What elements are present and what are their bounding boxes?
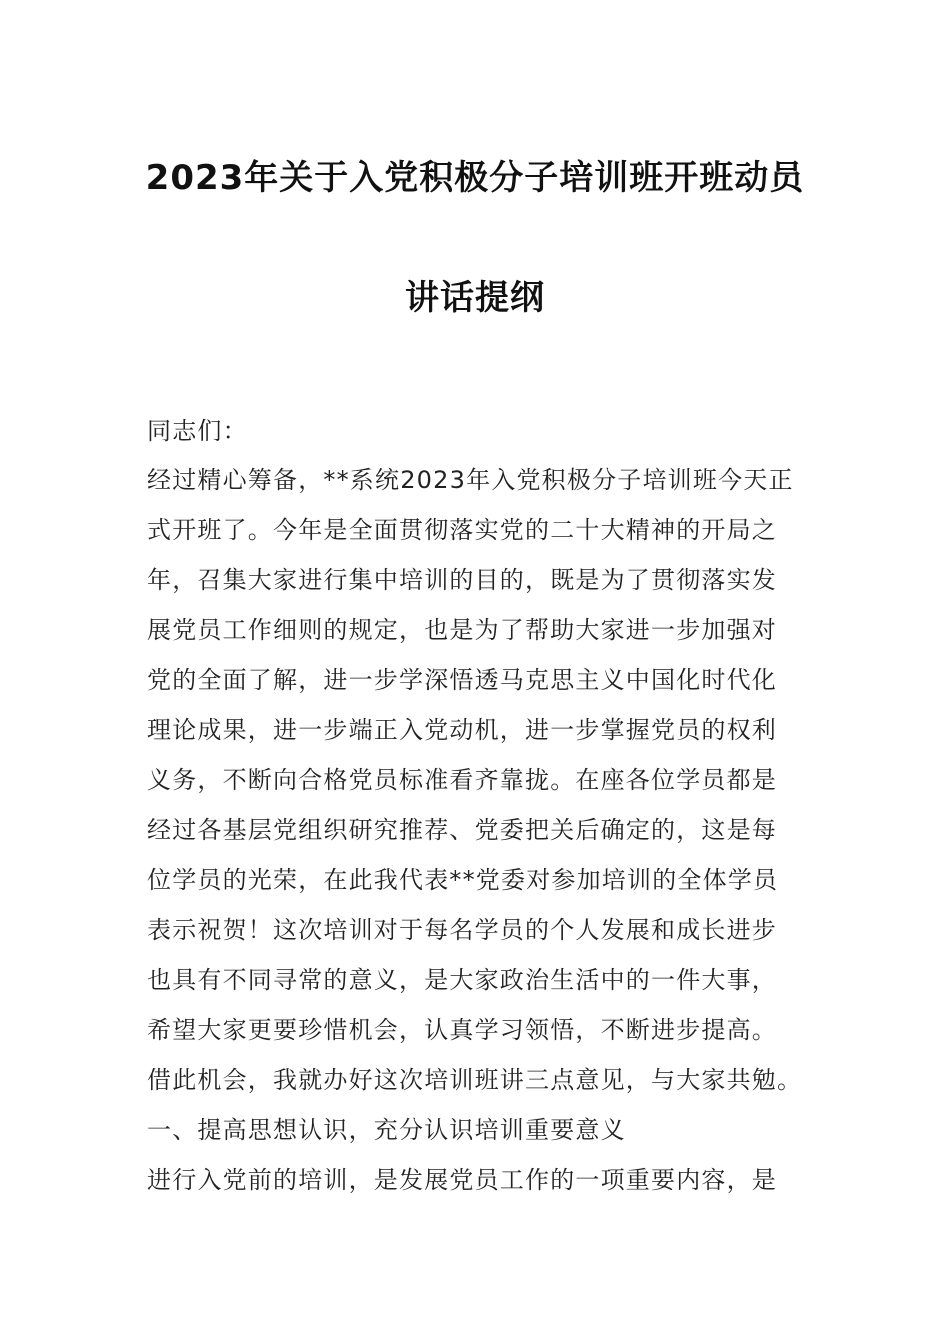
- text-line: 表示祝贺！这次培训对于每名学员的个人发展和成长进步: [147, 916, 777, 944]
- text-line: 经过精心筹备，**系统2023年入党积极分子培训班今天正: [147, 466, 794, 494]
- text-line: 也具有不同寻常的意义，是大家政治生活中的一件大事，: [147, 966, 777, 994]
- document-title-line-1: 2023年关于入党积极分子培训班开班动员: [145, 158, 805, 198]
- text-line: 借此机会，我就办好这次培训班讲三点意见，与大家共勉。: [147, 1066, 803, 1094]
- text-line: 希望大家更要珍惜机会，认真学习领悟，不断进步提高。: [147, 1016, 777, 1044]
- text-line: 展党员工作细则的规定，也是为了帮助大家进一步加强对: [147, 616, 777, 644]
- text-line: 经过各基层党组织研究推荐、党委把关后确定的，这是每: [147, 816, 777, 844]
- section-heading: 一、提高思想认识，充分认识培训重要意义: [147, 1116, 626, 1144]
- text-line: 位学员的光荣，在此我代表**党委对参加培训的全体学员: [147, 866, 779, 894]
- document-title-line-2: 讲话提纲: [405, 278, 545, 318]
- body-text: [147, 455, 807, 1205]
- text-line: 年，召集大家进行集中培训的目的，既是为了贯彻落实发: [147, 566, 777, 594]
- text-line: 党的全面了解，进一步学深悟透马克思主义中国化时代化: [147, 666, 777, 694]
- text-line: 义务，不断向合格党员标准看齐靠拢。在座各位学员都是: [147, 766, 777, 794]
- text-line: 式开班了。今年是全面贯彻落实党的二十大精神的开局之: [147, 516, 777, 544]
- text-line: 进行入党前的培训，是发展党员工作的一项重要内容，是: [147, 1166, 777, 1194]
- salutation: 同志们：: [147, 417, 248, 445]
- text-line: 理论成果，进一步端正入党动机，进一步掌握党员的权利: [147, 716, 777, 744]
